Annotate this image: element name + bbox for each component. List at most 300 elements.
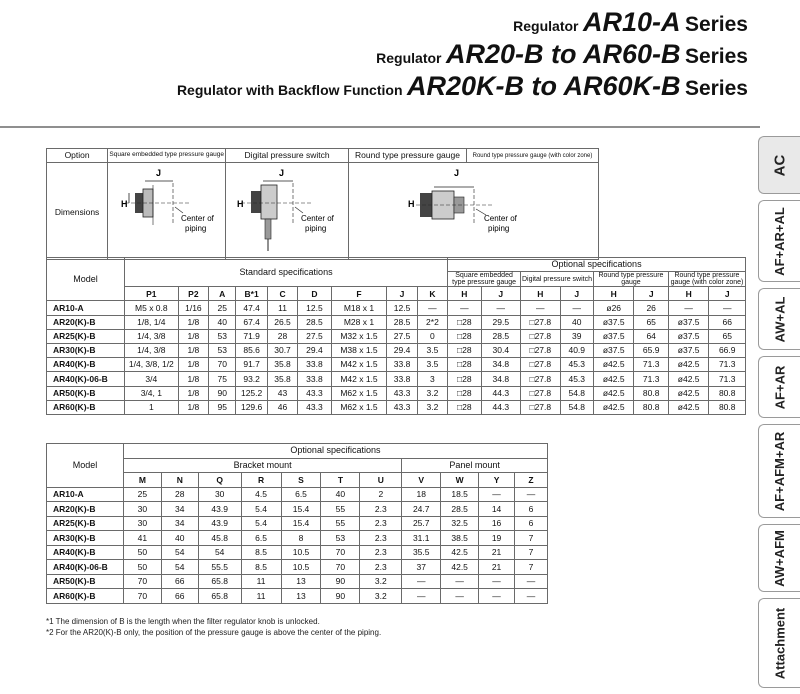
header-model: AR20K-B to AR60K-B bbox=[406, 71, 681, 101]
value-cell: 34.8 bbox=[481, 358, 521, 372]
value-cell: 13 bbox=[281, 574, 321, 589]
round-gauge-diagram bbox=[350, 165, 598, 257]
option-column-header: Square embedded type pressure gauge bbox=[108, 149, 226, 163]
value-cell: — bbox=[479, 487, 515, 502]
value-cell: M42 x 1.5 bbox=[331, 358, 387, 372]
value-cell: □28 bbox=[448, 386, 481, 400]
table-row bbox=[47, 386, 746, 400]
bracket-column-header: M bbox=[123, 473, 161, 488]
value-cell: 12.5 bbox=[298, 301, 331, 315]
value-cell: — bbox=[560, 301, 593, 315]
value-cell: ø42.5 bbox=[593, 372, 634, 386]
value-cell: 54.8 bbox=[560, 386, 593, 400]
table-row bbox=[47, 502, 548, 517]
value-cell: 30 bbox=[123, 516, 161, 531]
model-header: Model bbox=[47, 444, 124, 488]
value-cell: M42 x 1.5 bbox=[331, 372, 387, 386]
header-suffix: Series bbox=[684, 45, 748, 68]
model-cell: AR60(K)-B bbox=[47, 589, 124, 604]
value-cell: M62 x 1.5 bbox=[331, 386, 387, 400]
panel-column-header: W bbox=[441, 473, 479, 488]
value-cell: — bbox=[479, 589, 515, 604]
h-label: H bbox=[120, 199, 128, 209]
value-cell: 1/16 bbox=[178, 301, 208, 315]
spec-table-body bbox=[47, 301, 746, 415]
value-cell: 80.8 bbox=[709, 386, 746, 400]
table-row bbox=[47, 574, 548, 589]
value-cell: 65.8 bbox=[198, 574, 241, 589]
standard-spec-header: Standard specifications bbox=[125, 258, 448, 287]
value-cell: 43.3 bbox=[298, 400, 331, 414]
page-header bbox=[177, 6, 748, 102]
panel-column-header: Z bbox=[515, 473, 548, 488]
value-cell: ø37.5 bbox=[668, 329, 709, 343]
value-cell: □27.8 bbox=[521, 315, 561, 329]
table-row bbox=[47, 301, 746, 315]
value-cell: 55.5 bbox=[198, 560, 241, 575]
model-cell: AR20(K)-B bbox=[47, 502, 124, 517]
value-cell: — bbox=[481, 301, 521, 315]
value-cell: ø42.5 bbox=[668, 358, 709, 372]
value-cell: M32 x 1.5 bbox=[331, 329, 387, 343]
value-cell: 30.7 bbox=[267, 343, 297, 357]
value-cell: 40 bbox=[161, 531, 198, 546]
option-column-header: Digital pressure switch bbox=[226, 149, 349, 163]
model-cell: AR30(K)-B bbox=[47, 343, 125, 357]
value-cell: 66 bbox=[709, 315, 746, 329]
value-cell: 3.2 bbox=[360, 589, 402, 604]
value-cell: 1/8 bbox=[178, 329, 208, 343]
bracket-column-header: T bbox=[321, 473, 360, 488]
value-cell: 65 bbox=[634, 315, 668, 329]
model-cell: AR60(K)-B bbox=[47, 400, 125, 414]
side-tab-label: AF+AFM+AR bbox=[772, 431, 788, 511]
table-row bbox=[47, 560, 548, 575]
value-cell: 43.3 bbox=[387, 400, 417, 414]
value-cell: 45.8 bbox=[198, 531, 241, 546]
value-cell: 7 bbox=[515, 560, 548, 575]
value-cell: 3.2 bbox=[417, 386, 447, 400]
side-tab-label: AF+AR+AL bbox=[772, 206, 787, 276]
value-cell: 10.5 bbox=[281, 560, 321, 575]
center-label-2: piping bbox=[487, 224, 509, 233]
value-cell: — bbox=[441, 574, 479, 589]
table-row bbox=[47, 516, 548, 531]
center-label-1: Center of bbox=[180, 214, 214, 223]
side-tab-ac[interactable] bbox=[758, 136, 800, 194]
value-cell: — bbox=[402, 589, 441, 604]
value-cell: 7 bbox=[515, 545, 548, 560]
panel-column-header: V bbox=[402, 473, 441, 488]
value-cell: 54 bbox=[198, 545, 241, 560]
opt-column-header: H bbox=[668, 287, 709, 301]
value-cell: 6 bbox=[515, 502, 548, 517]
value-cell: 2*2 bbox=[417, 315, 447, 329]
center-label-1: Center of bbox=[483, 214, 517, 223]
value-cell: 3.2 bbox=[417, 400, 447, 414]
header-suffix: Series bbox=[684, 13, 748, 36]
value-cell: 29.4 bbox=[298, 343, 331, 357]
center-label-1: Center of bbox=[301, 214, 334, 223]
value-cell: 44.3 bbox=[481, 386, 521, 400]
table-row bbox=[47, 343, 746, 357]
std-column-header: D bbox=[298, 287, 331, 301]
value-cell: 11 bbox=[267, 301, 297, 315]
value-cell: 70 bbox=[123, 589, 161, 604]
center-label-2: piping bbox=[305, 224, 327, 233]
header-prefix: Regulator bbox=[513, 18, 579, 34]
value-cell: 2.3 bbox=[360, 560, 402, 575]
value-cell: 55 bbox=[321, 516, 360, 531]
value-cell: 8 bbox=[281, 531, 321, 546]
opt-column-header: J bbox=[560, 287, 593, 301]
option-column-header: Round type pressure gauge bbox=[349, 149, 467, 163]
side-tab-af-ar[interactable] bbox=[758, 356, 800, 418]
value-cell: 21 bbox=[479, 560, 515, 575]
value-cell: 26 bbox=[634, 301, 668, 315]
value-cell: 40 bbox=[560, 315, 593, 329]
value-cell: 39 bbox=[560, 329, 593, 343]
model-header: Model bbox=[47, 258, 125, 301]
j-label: J bbox=[279, 168, 285, 178]
value-cell: 43.9 bbox=[198, 502, 241, 517]
footnote-1: *1 The dimension of B is the length when the filter regulator knob is unlocked. bbox=[46, 617, 320, 626]
value-cell: 45.3 bbox=[560, 372, 593, 386]
value-cell: 85.6 bbox=[236, 343, 267, 357]
value-cell: 27.5 bbox=[298, 329, 331, 343]
value-cell: — bbox=[668, 301, 709, 315]
std-column-header: F bbox=[331, 287, 387, 301]
bracket-column-header: N bbox=[161, 473, 198, 488]
value-cell: 34.8 bbox=[481, 372, 521, 386]
value-cell: 70 bbox=[123, 574, 161, 589]
value-cell: □27.8 bbox=[521, 329, 561, 343]
value-cell: 1/4, 3/8 bbox=[125, 343, 179, 357]
value-cell: M38 x 1.5 bbox=[331, 343, 387, 357]
dimensions-label: Dimensions bbox=[47, 163, 108, 260]
model-cell: AR25(K)-B bbox=[47, 329, 125, 343]
bracket-column-header: R bbox=[241, 473, 281, 488]
opt-column-header: J bbox=[634, 287, 668, 301]
header-suffix: Series bbox=[684, 77, 748, 100]
value-cell: 8.5 bbox=[241, 545, 281, 560]
value-cell: 54 bbox=[161, 545, 198, 560]
panel-mount-header: Panel mount bbox=[402, 458, 548, 473]
value-cell: ø42.5 bbox=[593, 400, 634, 414]
value-cell: 34 bbox=[161, 502, 198, 517]
value-cell: 3/4, 1 bbox=[125, 386, 179, 400]
value-cell: □27.8 bbox=[521, 343, 561, 357]
model-cell: AR40(K)-B bbox=[47, 545, 124, 560]
value-cell: ø42.5 bbox=[593, 386, 634, 400]
header-model: AR10-A bbox=[582, 7, 681, 37]
value-cell: 43.3 bbox=[298, 386, 331, 400]
value-cell: 66 bbox=[161, 589, 198, 604]
value-cell: 1/8 bbox=[178, 315, 208, 329]
footnotes bbox=[46, 616, 381, 638]
value-cell: □28 bbox=[448, 343, 481, 357]
value-cell: 42.5 bbox=[441, 545, 479, 560]
optional-spec-header: Optional specifications bbox=[123, 444, 547, 459]
value-cell: 28 bbox=[161, 487, 198, 502]
value-cell: 4.5 bbox=[241, 487, 281, 502]
value-cell: 40 bbox=[321, 487, 360, 502]
value-cell: 65.9 bbox=[634, 343, 668, 357]
value-cell: 13 bbox=[281, 589, 321, 604]
opt-column-header: J bbox=[481, 287, 521, 301]
value-cell: 80.8 bbox=[634, 400, 668, 414]
value-cell: 1/8 bbox=[178, 400, 208, 414]
model-cell: AR50(K)-B bbox=[47, 574, 124, 589]
value-cell: 1/4, 3/8, 1/2 bbox=[125, 358, 179, 372]
round-gauge-diagram-cell bbox=[349, 163, 599, 260]
value-cell: 3.5 bbox=[417, 358, 447, 372]
value-cell: 70 bbox=[209, 358, 236, 372]
table-row bbox=[47, 329, 746, 343]
value-cell: 2.3 bbox=[360, 531, 402, 546]
value-cell: 25.7 bbox=[402, 516, 441, 531]
value-cell: 2.3 bbox=[360, 516, 402, 531]
value-cell: 25 bbox=[123, 487, 161, 502]
value-cell: M5 x 0.8 bbox=[125, 301, 179, 315]
center-label-2: piping bbox=[184, 224, 207, 233]
value-cell: 75 bbox=[209, 372, 236, 386]
model-cell: AR30(K)-B bbox=[47, 531, 124, 546]
value-cell: — bbox=[417, 301, 447, 315]
value-cell: 28 bbox=[267, 329, 297, 343]
side-tab-af-afm-ar[interactable] bbox=[758, 424, 800, 518]
option-dimensions-table bbox=[46, 148, 599, 260]
model-cell: AR20(K)-B bbox=[47, 315, 125, 329]
std-column-header: B*1 bbox=[236, 287, 267, 301]
value-cell: 47.4 bbox=[236, 301, 267, 315]
header-line-1 bbox=[177, 6, 748, 38]
value-cell: — bbox=[402, 574, 441, 589]
value-cell: ø37.5 bbox=[593, 329, 634, 343]
value-cell: □28 bbox=[448, 358, 481, 372]
std-column-header: A bbox=[209, 287, 236, 301]
side-tab-aw-afm[interactable] bbox=[758, 524, 800, 592]
model-cell: AR50(K)-B bbox=[47, 386, 125, 400]
value-cell: — bbox=[448, 301, 481, 315]
table-row bbox=[47, 589, 548, 604]
value-cell: 80.8 bbox=[634, 386, 668, 400]
value-cell: 38.5 bbox=[441, 531, 479, 546]
value-cell: ø37.5 bbox=[593, 315, 634, 329]
option-column-header: Round type pressure gauge (with color zone) bbox=[466, 149, 598, 163]
value-cell: 31.1 bbox=[402, 531, 441, 546]
value-cell: 53 bbox=[209, 343, 236, 357]
value-cell: 71.3 bbox=[709, 372, 746, 386]
value-cell: 27.5 bbox=[387, 329, 417, 343]
value-cell: M28 x 1 bbox=[331, 315, 387, 329]
digital-switch-diagram-cell bbox=[226, 163, 349, 260]
h-label: H bbox=[237, 199, 244, 209]
value-cell: □27.8 bbox=[521, 372, 561, 386]
value-cell: 6.5 bbox=[241, 531, 281, 546]
value-cell: — bbox=[515, 589, 548, 604]
header-prefix: Regulator bbox=[376, 50, 442, 66]
side-tab-aw-al[interactable] bbox=[758, 288, 800, 350]
j-label: J bbox=[155, 168, 161, 178]
value-cell: ø37.5 bbox=[593, 343, 634, 357]
value-cell: 18.5 bbox=[441, 487, 479, 502]
header-divider bbox=[0, 126, 760, 128]
value-cell: 34 bbox=[161, 516, 198, 531]
value-cell: 2.3 bbox=[360, 545, 402, 560]
digital-switch-diagram bbox=[227, 165, 347, 257]
value-cell: 1/8 bbox=[178, 343, 208, 357]
value-cell: 6.5 bbox=[281, 487, 321, 502]
std-column-header: P1 bbox=[125, 287, 179, 301]
side-tab-label: Attachment bbox=[772, 607, 788, 679]
value-cell: 90 bbox=[321, 589, 360, 604]
value-cell: — bbox=[479, 574, 515, 589]
value-cell: 71.9 bbox=[236, 329, 267, 343]
panel-column-header: Y bbox=[479, 473, 515, 488]
std-column-header: C bbox=[267, 287, 297, 301]
bracket-column-header: U bbox=[360, 473, 402, 488]
bracket-table bbox=[46, 443, 548, 604]
value-cell: 29.4 bbox=[387, 343, 417, 357]
value-cell: ø42.5 bbox=[668, 400, 709, 414]
value-cell: ø37.5 bbox=[668, 315, 709, 329]
header-line-3 bbox=[177, 70, 748, 102]
value-cell: 129.6 bbox=[236, 400, 267, 414]
value-cell: □28 bbox=[448, 315, 481, 329]
opt-column-header: H bbox=[448, 287, 481, 301]
value-cell: ø37.5 bbox=[668, 343, 709, 357]
value-cell: 2 bbox=[360, 487, 402, 502]
value-cell: 28.5 bbox=[387, 315, 417, 329]
model-cell: AR40(K)-06-B bbox=[47, 372, 125, 386]
value-cell: 30 bbox=[123, 502, 161, 517]
value-cell: 35.5 bbox=[402, 545, 441, 560]
value-cell: 70 bbox=[321, 545, 360, 560]
value-cell: — bbox=[521, 301, 561, 315]
value-cell: 11 bbox=[241, 574, 281, 589]
value-cell: 43 bbox=[267, 386, 297, 400]
table-row bbox=[47, 358, 746, 372]
value-cell: 25 bbox=[209, 301, 236, 315]
value-cell: 3.2 bbox=[360, 574, 402, 589]
value-cell: 90 bbox=[209, 386, 236, 400]
value-cell: 18 bbox=[402, 487, 441, 502]
value-cell: 71.3 bbox=[634, 372, 668, 386]
value-cell: □28 bbox=[448, 329, 481, 343]
side-tab-label: AC bbox=[770, 154, 788, 176]
value-cell: 93.2 bbox=[236, 372, 267, 386]
square-gauge-diagram-cell bbox=[108, 163, 226, 260]
header-prefix: Regulator with Backflow Function bbox=[176, 82, 403, 98]
value-cell: 33.8 bbox=[387, 358, 417, 372]
value-cell: — bbox=[709, 301, 746, 315]
table-row bbox=[47, 315, 746, 329]
value-cell: — bbox=[441, 589, 479, 604]
value-cell: 29.5 bbox=[481, 315, 521, 329]
bracket-table-body bbox=[47, 487, 548, 603]
value-cell: 54.8 bbox=[560, 400, 593, 414]
table-row bbox=[47, 372, 746, 386]
value-cell: □28 bbox=[448, 400, 481, 414]
value-cell: — bbox=[515, 574, 548, 589]
header-model: AR20-B to AR60-B bbox=[445, 39, 681, 69]
value-cell: 2.3 bbox=[360, 502, 402, 517]
value-cell: 95 bbox=[209, 400, 236, 414]
model-cell: AR10-A bbox=[47, 301, 125, 315]
model-cell: AR40(K)-06-B bbox=[47, 560, 124, 575]
value-cell: 35.8 bbox=[267, 372, 297, 386]
value-cell: 11 bbox=[241, 589, 281, 604]
side-tab-attachment[interactable] bbox=[758, 598, 800, 688]
std-column-header: P2 bbox=[178, 287, 208, 301]
side-tab-af-ar-al[interactable] bbox=[758, 200, 800, 282]
side-tab-label: AW+AL bbox=[772, 296, 787, 342]
header-line-2 bbox=[177, 38, 748, 70]
value-cell: M18 x 1 bbox=[331, 301, 387, 315]
h-label: H bbox=[407, 199, 414, 209]
optional-group-header: Round type pressure gauge bbox=[593, 272, 668, 287]
value-cell: — bbox=[515, 487, 548, 502]
value-cell: 21 bbox=[479, 545, 515, 560]
value-cell: 1 bbox=[125, 400, 179, 414]
spec-table bbox=[46, 257, 746, 415]
value-cell: 71.3 bbox=[709, 358, 746, 372]
model-cell: AR25(K)-B bbox=[47, 516, 124, 531]
value-cell: 65.8 bbox=[198, 589, 241, 604]
footnote-2: *2 For the AR20(K)-B only, the position of the pressure gauge is above the center of the piping. bbox=[46, 628, 382, 637]
opt-column-header: J bbox=[709, 287, 746, 301]
option-header: Option bbox=[47, 149, 108, 163]
value-cell: 1/8, 1/4 bbox=[125, 315, 179, 329]
value-cell: 67.4 bbox=[236, 315, 267, 329]
value-cell: 53 bbox=[209, 329, 236, 343]
value-cell: 12.5 bbox=[387, 301, 417, 315]
value-cell: 91.7 bbox=[236, 358, 267, 372]
value-cell: 66 bbox=[161, 574, 198, 589]
value-cell: □28 bbox=[448, 372, 481, 386]
value-cell: M62 x 1.5 bbox=[331, 400, 387, 414]
value-cell: 19 bbox=[479, 531, 515, 546]
value-cell: 50 bbox=[123, 560, 161, 575]
value-cell: 1/4, 3/8 bbox=[125, 329, 179, 343]
value-cell: 3 bbox=[417, 372, 447, 386]
value-cell: 80.8 bbox=[709, 400, 746, 414]
value-cell: 1/8 bbox=[178, 372, 208, 386]
value-cell: 7 bbox=[515, 531, 548, 546]
value-cell: 90 bbox=[321, 574, 360, 589]
value-cell: 32.5 bbox=[441, 516, 479, 531]
value-cell: 28.5 bbox=[441, 502, 479, 517]
side-tab-label: AF+AR bbox=[772, 365, 788, 409]
table-row bbox=[47, 400, 746, 414]
table-row bbox=[47, 487, 548, 502]
opt-column-header: H bbox=[593, 287, 634, 301]
value-cell: 50 bbox=[123, 545, 161, 560]
value-cell: 1/8 bbox=[178, 358, 208, 372]
value-cell: 33.8 bbox=[298, 372, 331, 386]
optional-group-header: Round type pressure gauge (with color zone) bbox=[668, 272, 745, 287]
value-cell: 40 bbox=[209, 315, 236, 329]
value-cell: 10.5 bbox=[281, 545, 321, 560]
opt-column-header: H bbox=[521, 287, 561, 301]
square-gauge-diagram bbox=[109, 165, 225, 257]
optional-group-header: Square embedded type pressure gauge bbox=[448, 272, 521, 287]
value-cell: 35.8 bbox=[267, 358, 297, 372]
value-cell: 43.9 bbox=[198, 516, 241, 531]
bracket-column-header: S bbox=[281, 473, 321, 488]
value-cell: 53 bbox=[321, 531, 360, 546]
